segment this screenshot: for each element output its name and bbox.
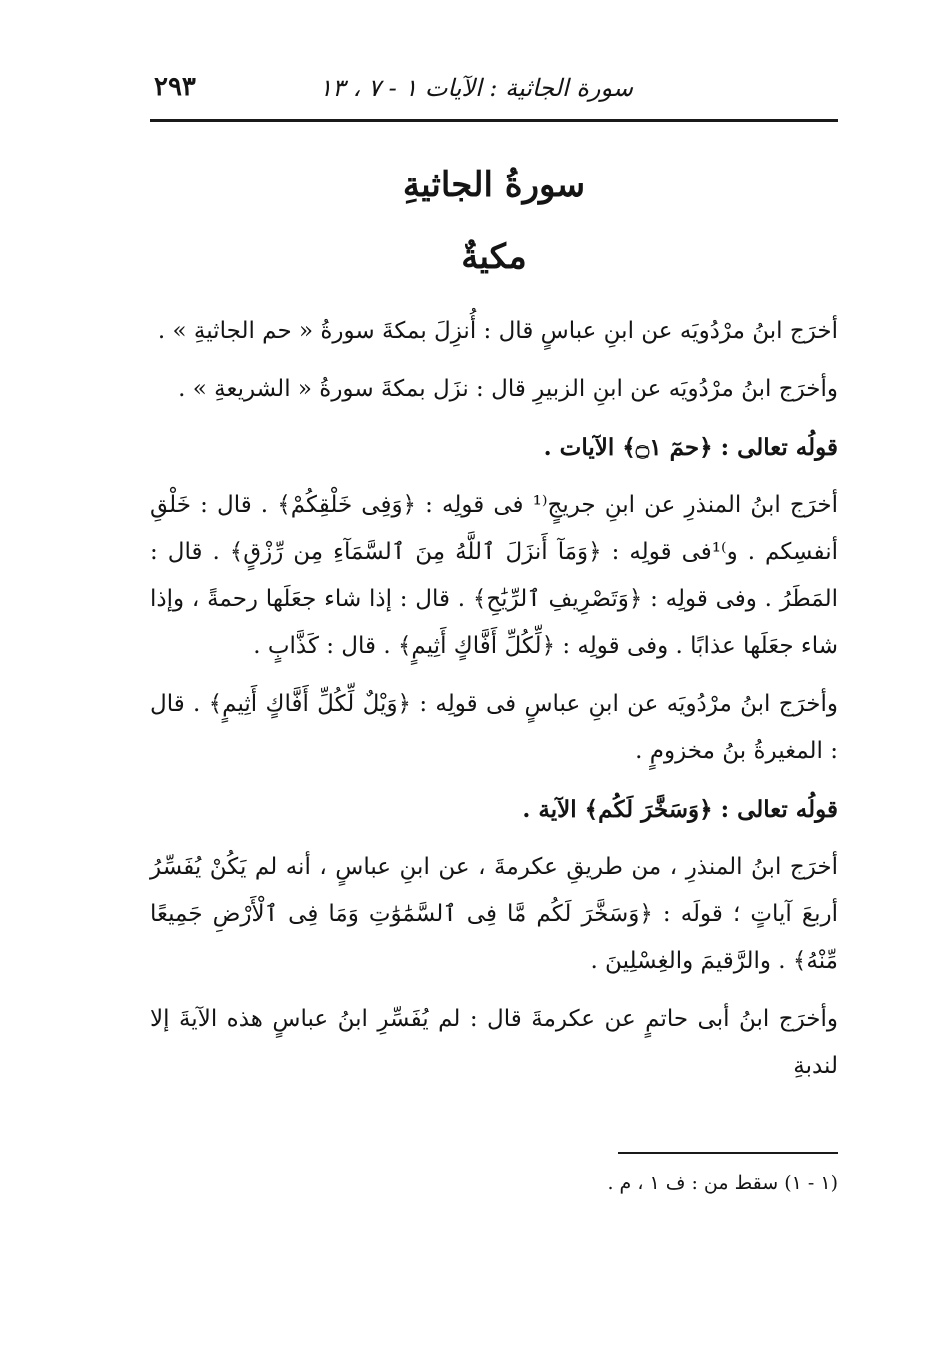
paragraph-4: وأخرَج ابنُ مرْدُويَه عن ابنِ عباسٍ فى قولِه : ﴿وَيْلٌ لِّكُلِّ أَفَّاكٍ أَثِيمٍ﴾ . قال : المغيرةُ بنُ مخزومٍ . [150, 691, 838, 764]
verse-heading-1: قولُه تعالى : ﴿حمٓ ۝١﴾ الآيات . [543, 434, 838, 461]
page-number: ٢٩٣ [154, 72, 196, 102]
paragraph-3: أخرَج ابنُ المنذرِ عن ابنِ جريجٍ⁽¹ فى قولِه : ﴿وَفِى خَلْقِكُمْ﴾ . قال : خَلْقِ أنفسِكم . و⁾¹فى قولِه : ﴿وَمَآ أَنزَلَ ٱللَّهُ مِنَ ٱلسَّمَآءِ مِن رِّزْقٍ﴾ . قال : المَطَرُ . وفى قولِه : ﴿وَتَصْرِيفِ ٱلرِّيَٰحِ﴾ . قال : إذا شاء جعَلَها رحمةً ، وإذا شاء جعَلَها عذابًا . وفى قولِه : ﴿لِّكُلِّ أَفَّاكٍ أَثِيمٍ﴾ . قال : كَذَّابٍ . [150, 492, 838, 659]
header-divider [150, 119, 838, 122]
body-text [150, 308, 838, 1101]
paragraph-2: وأخرَج ابنُ مرْدُويَه عن ابنِ الزبيرِ قال : نزَل بمكةَ سورةُ « الشريعةِ » . [178, 376, 838, 402]
running-header [150, 70, 838, 110]
verse-heading-2: قولُه تعالى : ﴿وَسَخَّرَ لَكُم﴾ الآية . [522, 796, 838, 823]
footnote-divider [618, 1152, 838, 1154]
running-title: سورة الجاثية : الآيات ١ - ٧ ، ١٣ [319, 74, 633, 102]
paragraph-6: وأخرَج ابنُ أبى حاتمٍ عن عكرمةَ قال : لم يُفَسِّرِ ابنُ عباسٍ هذه الآيةَ إلا لندبةِ [150, 1006, 838, 1079]
footnote: (١ - ١) سقط من : ف ١ ، م . [607, 1172, 838, 1194]
paragraph-1: أخرَج ابنُ مرْدُويَه عن ابنِ عباسٍ قال : أُنزِلَ بمكةَ سورةُ « حم الجاثيةِ » . [157, 318, 838, 344]
paragraph-5: أخرَج ابنُ المنذرِ ، من طريقِ عكرمةَ ، عن ابنِ عباسٍ ، أنه لم يَكُنْ يُفَسِّرُ أربعَ آياتٍ ؛ قولَه : ﴿وَسَخَّرَ لَكُم مَّا فِى ٱلسَّمَٰوَٰتِ وَمَا فِى ٱلْأَرْضِ جَمِيعًا مِّنْهُ﴾ . والرَّقيمَ والغِسْلِينَ . [150, 854, 838, 974]
surah-title: سورةُ الجاثيةِ [402, 165, 586, 205]
surah-subtitle: مكيةٌ [461, 237, 527, 277]
